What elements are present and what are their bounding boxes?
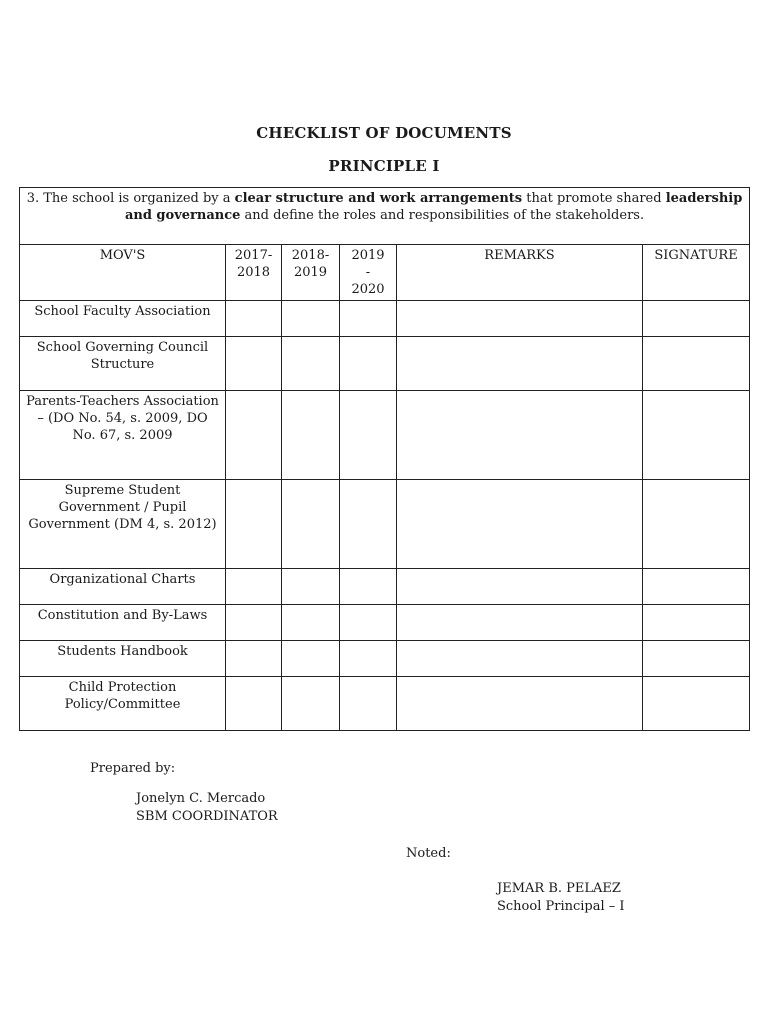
mov-label: Child Protection Policy/Committee <box>20 677 226 731</box>
cell-2017-2018[interactable] <box>226 391 282 480</box>
cell-2018-2019[interactable] <box>282 337 340 391</box>
intro-bold-1: clear structure and work arrangements <box>234 191 523 206</box>
cell-signature[interactable] <box>643 569 750 605</box>
cell-2018-2019[interactable] <box>282 677 340 731</box>
document-subtitle: PRINCIPLE I <box>328 157 440 175</box>
header-year-2019-line3: 2020 <box>351 282 385 297</box>
cell-signature[interactable] <box>643 641 750 677</box>
cell-signature[interactable] <box>643 677 750 731</box>
cell-remarks[interactable] <box>397 569 643 605</box>
cell-remarks[interactable] <box>397 337 643 391</box>
intro-row <box>20 188 750 245</box>
mov-label: Organizational Charts <box>20 569 226 605</box>
cell-2019-2020[interactable] <box>340 677 397 731</box>
table-row <box>20 480 750 569</box>
header-year-2019 <box>340 245 397 301</box>
checklist-table <box>19 187 750 731</box>
cell-2017-2018[interactable] <box>226 337 282 391</box>
table-row <box>20 569 750 605</box>
cell-signature[interactable] <box>643 605 750 641</box>
preparer-block <box>136 790 278 826</box>
cell-2017-2018[interactable] <box>226 480 282 569</box>
header-remarks: REMARKS <box>397 245 643 301</box>
cell-2019-2020[interactable] <box>340 569 397 605</box>
cell-signature[interactable] <box>643 391 750 480</box>
intro-cell <box>20 188 750 245</box>
intro-text-1: 3. The school is organized by a <box>26 191 235 206</box>
header-year-2019-line1: 2019 <box>351 248 385 263</box>
noter-block <box>497 880 625 916</box>
table-row <box>20 337 750 391</box>
mov-label: Constitution and By-Laws <box>20 605 226 641</box>
cell-2019-2020[interactable] <box>340 391 397 480</box>
noted-label: Noted: <box>406 846 451 861</box>
cell-2017-2018[interactable] <box>226 677 282 731</box>
intro-bold-2: leadership and governance <box>124 191 743 223</box>
table-row <box>20 605 750 641</box>
preparer-name: Jonelyn C. Mercado <box>136 791 266 806</box>
header-year-2017-line2: 2018 <box>236 265 271 280</box>
table-row <box>20 391 750 480</box>
cell-remarks[interactable] <box>397 641 643 677</box>
cell-2017-2018[interactable] <box>226 641 282 677</box>
header-year-2018-line1: 2018- <box>291 248 330 263</box>
cell-2017-2018[interactable] <box>226 301 282 337</box>
cell-signature[interactable] <box>643 301 750 337</box>
cell-2019-2020[interactable] <box>340 337 397 391</box>
cell-2018-2019[interactable] <box>282 605 340 641</box>
mov-label: Parents-Teachers Association – (DO No. 54, s. 2009, DO No. 67, s. 2009 <box>20 391 226 480</box>
intro-text-2: that promote shared <box>522 191 666 206</box>
header-year-2017-line1: 2017- <box>234 248 273 263</box>
cell-2018-2019[interactable] <box>282 301 340 337</box>
cell-2018-2019[interactable] <box>282 641 340 677</box>
intro-text-3: and define the roles and responsibilities of the stakeholders. <box>240 208 645 223</box>
header-row <box>20 245 750 301</box>
table-row <box>20 641 750 677</box>
cell-remarks[interactable] <box>397 677 643 731</box>
mov-label: Students Handbook <box>20 641 226 677</box>
header-movs: MOV'S <box>20 245 226 301</box>
preparer-position: SBM COORDINATOR <box>136 809 278 824</box>
cell-signature[interactable] <box>643 480 750 569</box>
table-row <box>20 301 750 337</box>
mov-label: School Governing Council Structure <box>20 337 226 391</box>
cell-2018-2019[interactable] <box>282 391 340 480</box>
header-signature: SIGNATURE <box>643 245 750 301</box>
cell-2017-2018[interactable] <box>226 569 282 605</box>
header-year-2018 <box>282 245 340 301</box>
table-row <box>20 677 750 731</box>
noter-name: JEMAR B. PELAEZ <box>497 881 621 896</box>
cell-2019-2020[interactable] <box>340 641 397 677</box>
header-year-2018-line2: 2019 <box>293 265 328 280</box>
mov-label: School Faculty Association <box>20 301 226 337</box>
document-title: CHECKLIST OF DOCUMENTS <box>256 124 512 142</box>
mov-label: Supreme Student Government / Pupil Government (DM 4, s. 2012) <box>20 480 226 569</box>
cell-2017-2018[interactable] <box>226 605 282 641</box>
cell-2018-2019[interactable] <box>282 480 340 569</box>
cell-remarks[interactable] <box>397 301 643 337</box>
cell-2019-2020[interactable] <box>340 605 397 641</box>
cell-remarks[interactable] <box>397 391 643 480</box>
cell-remarks[interactable] <box>397 605 643 641</box>
cell-2019-2020[interactable] <box>340 301 397 337</box>
cell-2019-2020[interactable] <box>340 480 397 569</box>
prepared-by-label: Prepared by: <box>90 761 176 776</box>
header-year-2017 <box>226 245 282 301</box>
header-year-2019-line2: - <box>365 265 371 280</box>
cell-remarks[interactable] <box>397 480 643 569</box>
cell-signature[interactable] <box>643 337 750 391</box>
cell-2018-2019[interactable] <box>282 569 340 605</box>
noter-position: School Principal – I <box>497 899 625 914</box>
